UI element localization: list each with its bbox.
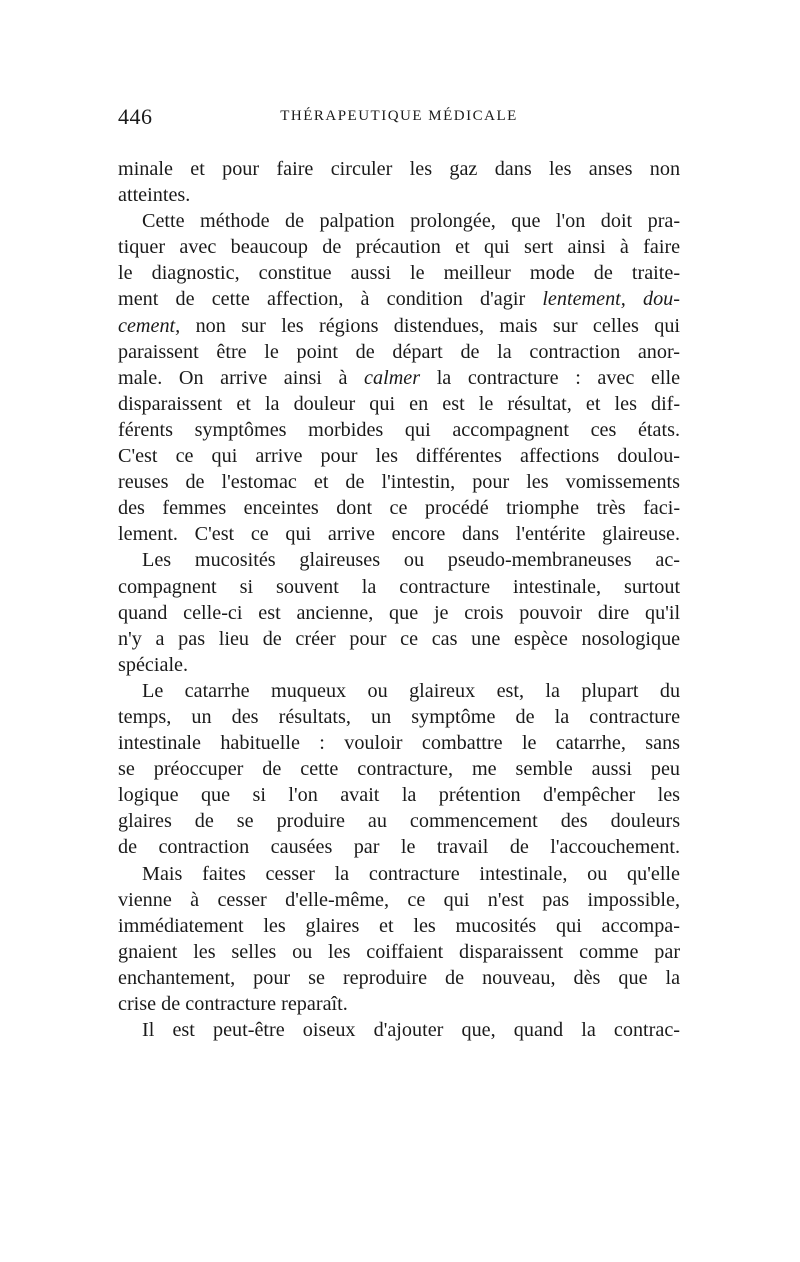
body-text bbox=[118, 156, 680, 1043]
text-line: des femmes enceintes dont ce procédé triomphe très faci- bbox=[118, 497, 681, 520]
text-line: lement. C'est ce qui arrive encore dans l'entérite glaireuse. bbox=[118, 523, 681, 546]
text-line: quand celle-ci est ancienne, que je crois pouvoir dire qu'il bbox=[118, 601, 681, 624]
text-line: férents symptômes morbides qui accompagnent ces états. bbox=[118, 418, 681, 441]
text-line: gnaient les selles ou les coiffaient disparaissent comme par bbox=[118, 940, 681, 963]
text-line: C'est ce qui arrive pour les différentes affections doulou- bbox=[118, 445, 681, 468]
text-line: logique que si l'on avait la prétention d'empêcher les bbox=[118, 784, 681, 807]
text-line: se préoccuper de cette contracture, me semble aussi peu bbox=[118, 758, 681, 781]
text-line: Cette méthode de palpation prolongée, que l'on doit pra- bbox=[142, 210, 681, 233]
text-line: minale et pour faire circuler les gaz dans les anses non bbox=[118, 158, 681, 180]
text-line: spéciale. bbox=[118, 653, 189, 676]
text-line: Les mucosités glaireuses ou pseudo-membraneuses ac- bbox=[142, 549, 681, 572]
text-line: atteintes. bbox=[118, 184, 191, 207]
text-line: crise de contracture reparaît. bbox=[118, 993, 348, 1015]
text-line: disparaissent et la douleur qui en est le résultat, et les dif- bbox=[118, 392, 681, 415]
text-line: le diagnostic, constitue aussi le meilleur mode de traite- bbox=[118, 262, 681, 285]
text-line: paraissent être le point de départ de la contraction anor- bbox=[118, 340, 681, 363]
text-line: n'y a pas lieu de créer pour ce cas une espèce nosologique bbox=[118, 627, 681, 650]
text-line: tiquer avec beaucoup de précaution et qui sert ainsi à faire bbox=[118, 236, 681, 259]
text-line: de contraction causées par le travail de l'accouchement. bbox=[118, 836, 681, 859]
text-line: Le catarrhe muqueux ou glaireux est, la plupart du bbox=[142, 679, 681, 702]
text-line: ment de cette affection, à condition d'agir lentement, dou- bbox=[118, 288, 680, 311]
text-line: reuses de l'estomac et de l'intestin, pour les vomissements bbox=[118, 471, 681, 494]
text-line: Il est peut-être oiseux d'ajouter que, quand la contrac- bbox=[142, 1019, 681, 1042]
page-header bbox=[118, 104, 680, 134]
page-number: 446 bbox=[118, 104, 153, 129]
text-line: temps, un des résultats, un symptôme de la contracture bbox=[118, 705, 681, 728]
running-title: THÉRAPEUTIQUE MÉDICALE bbox=[280, 108, 518, 124]
text-line: glaires de se produire au commencement des douleurs bbox=[118, 810, 681, 833]
text-line: cement, non sur les régions distendues, mais sur celles qui bbox=[118, 314, 681, 337]
text-line: enchantement, pour se reproduire de nouveau, dès que la bbox=[118, 966, 681, 989]
text-line: male. On arrive ainsi à calmer la contracture : avec elle bbox=[118, 366, 681, 389]
text-line: Mais faites cesser la contracture intestinale, ou qu'elle bbox=[142, 862, 680, 885]
text-line: intestinale habituelle : vouloir combattre le catarrhe, sans bbox=[118, 732, 681, 755]
text-line: compagnent si souvent la contracture intestinale, surtout bbox=[118, 575, 681, 598]
text-line: vienne à cesser d'elle-même, ce qui n'est pas impossible, bbox=[118, 888, 681, 911]
text-line: immédiatement les glaires et les mucosités qui accompa- bbox=[118, 914, 680, 937]
